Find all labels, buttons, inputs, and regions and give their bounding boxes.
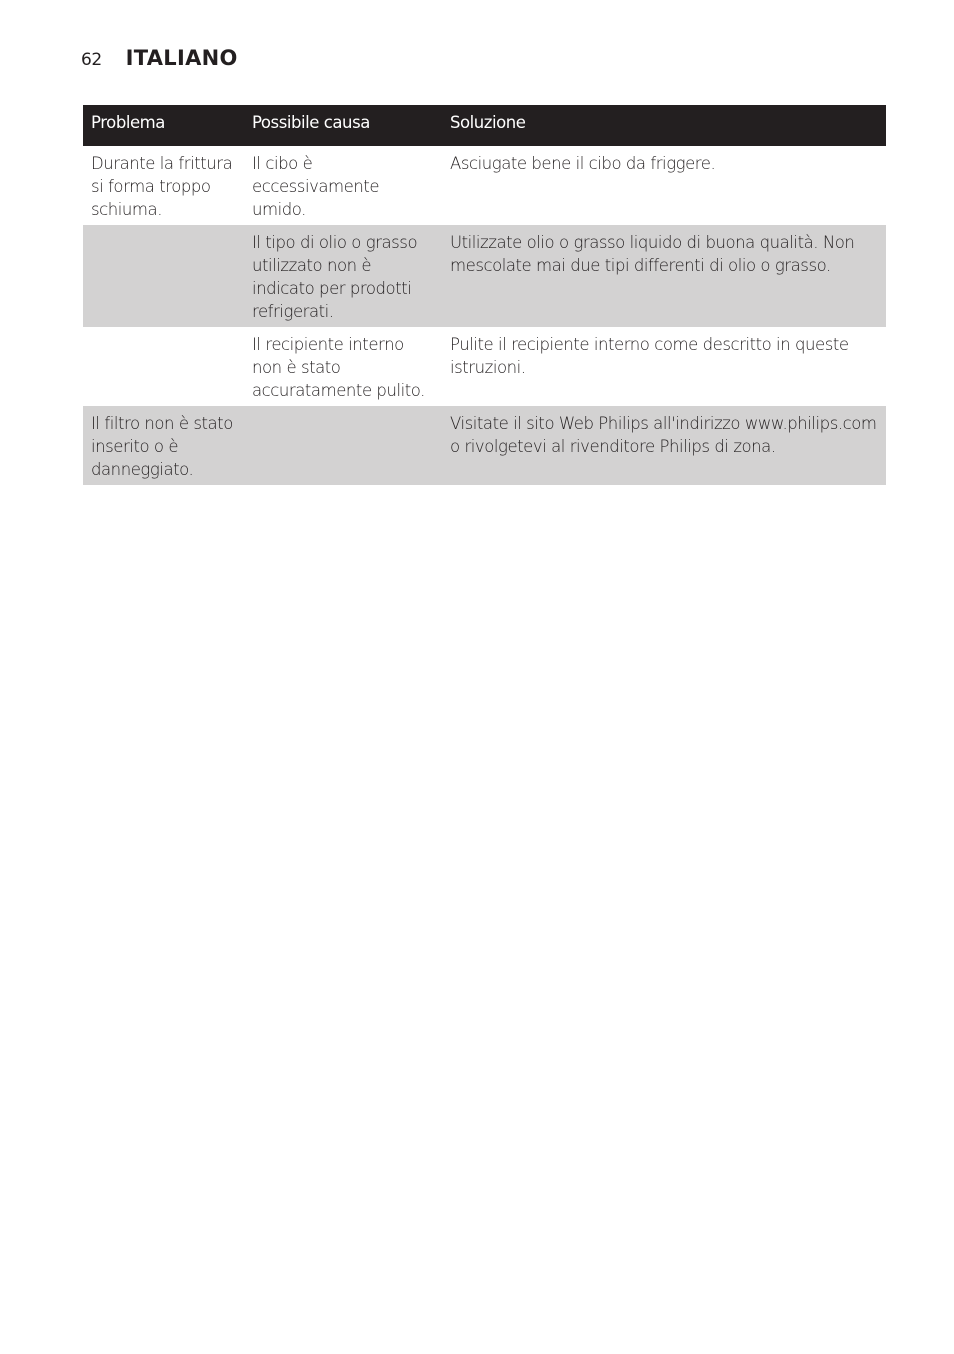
column-header-cause: Possibile causa bbox=[244, 105, 442, 146]
cell-problem bbox=[83, 327, 244, 406]
page-header bbox=[81, 46, 238, 70]
cell-cause: Il tipo di olio o grasso utilizzato non è indicato per prodotti refrigerati. bbox=[244, 225, 442, 327]
table-row bbox=[83, 146, 886, 225]
cell-problem bbox=[83, 225, 244, 327]
troubleshooting-table bbox=[83, 105, 886, 485]
cell-problem: Durante la frittura si forma troppo schiuma. bbox=[91, 154, 233, 219]
table-row bbox=[83, 327, 886, 406]
table-header-row bbox=[83, 105, 886, 146]
page-number: 62 bbox=[81, 50, 102, 70]
cell-solution: Utilizzate olio o grasso liquido di buona qualità. Non mescolate mai due tipi differenti di olio o grasso. bbox=[442, 225, 886, 327]
cell-problem: Il filtro non è stato inserito o è danneggiato. bbox=[83, 406, 244, 485]
column-header-problem: Problema bbox=[83, 105, 244, 146]
section-language-title: ITALIANO bbox=[125, 46, 238, 70]
table-row bbox=[83, 225, 886, 327]
cell-solution: Visitate il sito Web Philips all'indirizzo www.philips.com o rivolgetevi al rivenditore Philips di zona. bbox=[442, 406, 886, 485]
column-header-solution: Soluzione bbox=[442, 105, 886, 146]
cell-cause bbox=[244, 406, 442, 485]
cell-solution: Asciugate bene il cibo da friggere. bbox=[450, 154, 716, 173]
table-row bbox=[83, 406, 886, 485]
cell-cause: Il recipiente interno non è stato accuratamente pulito. bbox=[252, 335, 425, 400]
cell-cause: Il cibo è eccessivamente umido. bbox=[252, 154, 380, 219]
cell-solution: Pulite il recipiente interno come descritto in queste istruzioni. bbox=[450, 335, 849, 377]
